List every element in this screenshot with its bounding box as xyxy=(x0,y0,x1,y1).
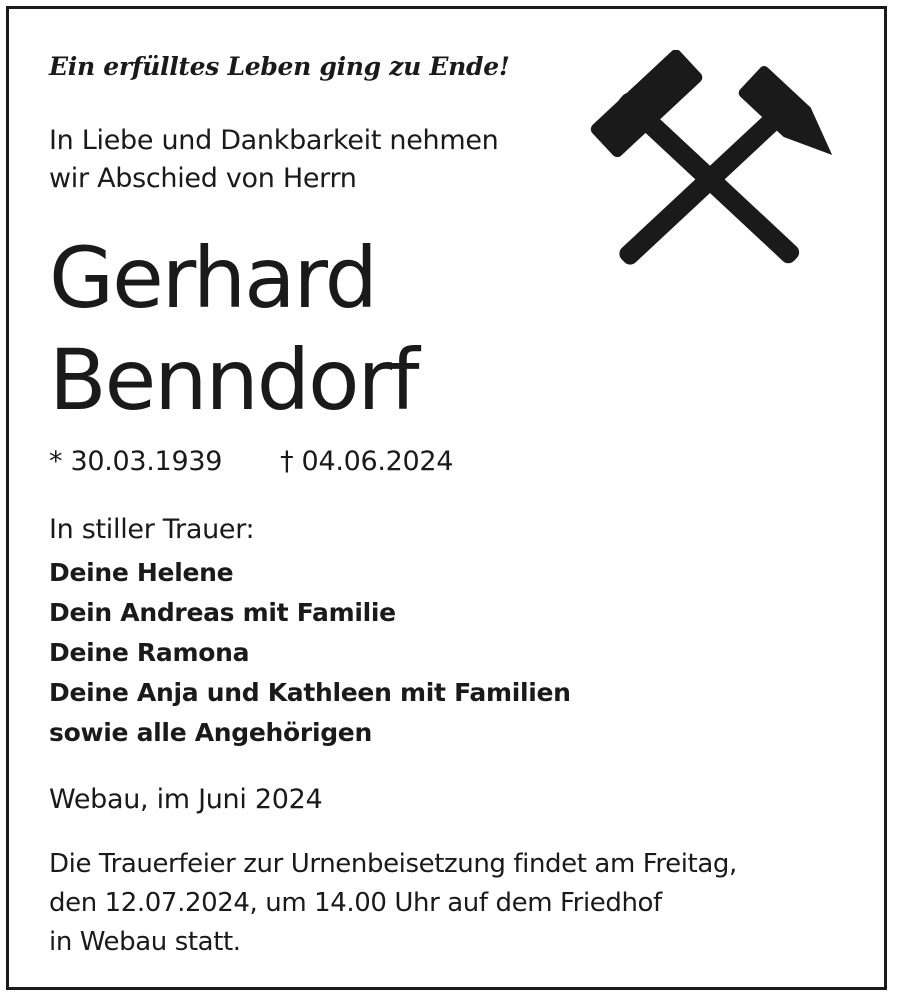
mourner-name: Dein Andreas mit Familie xyxy=(49,598,396,627)
crossed-hammers-icon xyxy=(580,50,850,300)
mourner-name: Deine Anja und Kathleen mit Familien xyxy=(49,678,571,707)
ceremony-line: Die Trauerfeier zur Urnenbeisetzung findet am Freitag, xyxy=(49,849,737,879)
mourning-label: In stiller Trauer: xyxy=(49,514,255,545)
mourner-name: Deine Helene xyxy=(49,558,234,587)
birth-date: * 30.03.1939 xyxy=(49,446,223,477)
deceased-first-name: Gerhard xyxy=(49,229,376,327)
intro-text xyxy=(49,122,498,198)
deceased-last-name: Benndorf xyxy=(49,331,418,429)
ceremony-line: in Webau statt. xyxy=(49,927,241,957)
life-dates xyxy=(49,448,453,475)
place-date: Webau, im Juni 2024 xyxy=(49,784,323,815)
intro-line: wir Abschied von Herrn xyxy=(49,163,357,194)
mourners-list xyxy=(49,553,571,753)
ceremony-info xyxy=(49,845,737,962)
intro-line: In Liebe und Dankbarkeit nehmen xyxy=(49,125,499,156)
headline: Ein erfülltes Leben ging zu Ende! xyxy=(49,52,510,81)
mourner-name: sowie alle Angehörigen xyxy=(49,718,372,747)
death-date: † 04.06.2024 xyxy=(280,446,454,477)
mourner-name: Deine Ramona xyxy=(49,638,250,667)
ceremony-line: den 12.07.2024, um 14.00 Uhr auf dem Friedhof xyxy=(49,888,662,918)
